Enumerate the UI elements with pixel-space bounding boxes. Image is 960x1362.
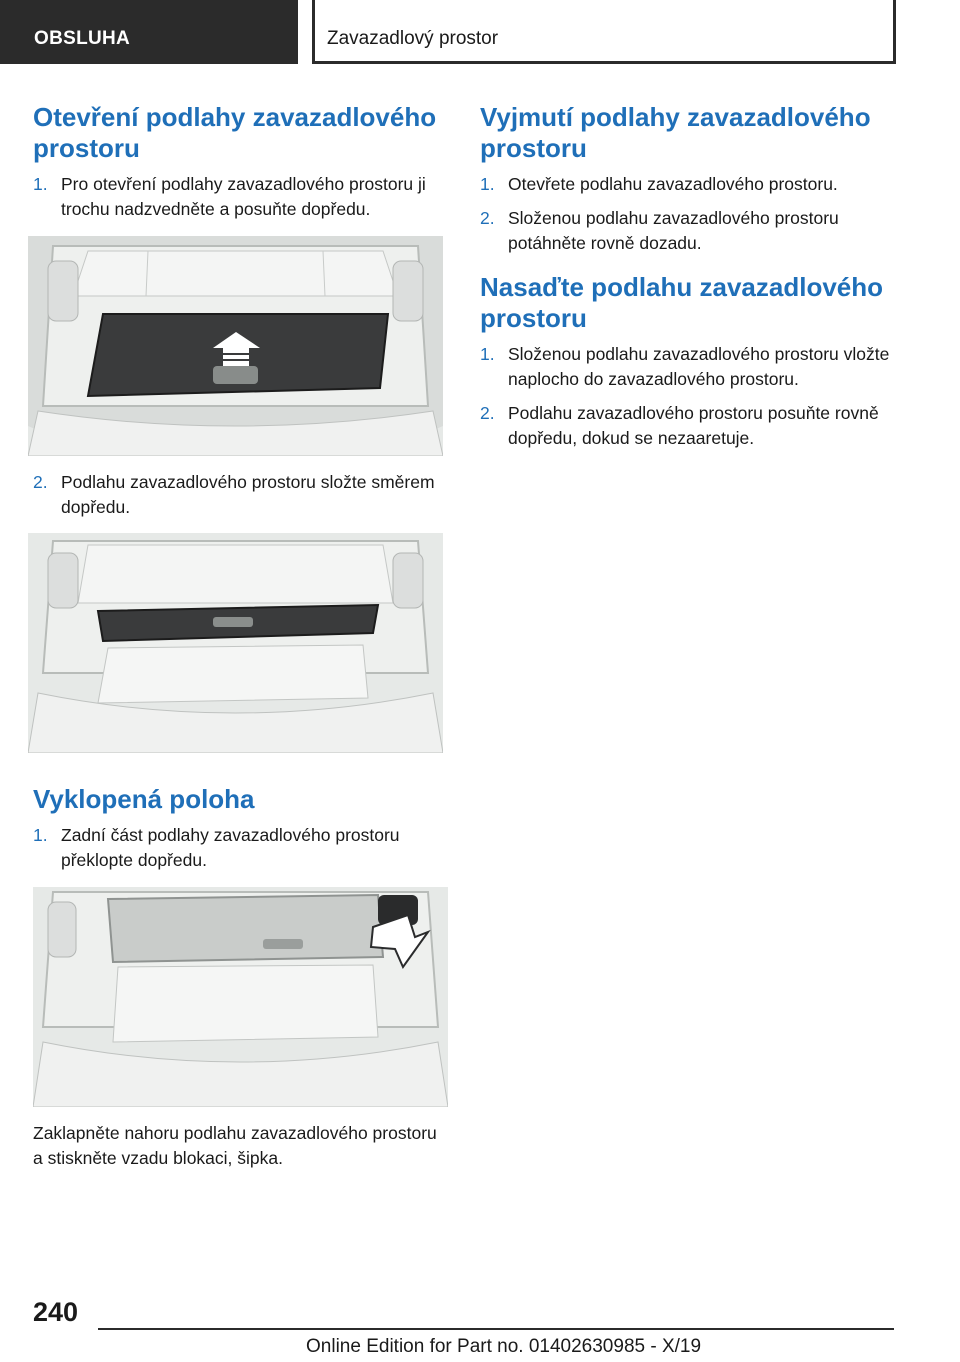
step-item — [480, 342, 892, 392]
step-item — [33, 172, 445, 222]
section-tab — [0, 0, 298, 64]
step-text: Pro otevření podlahy zavazadlového prostoru ji trochu nadzvedněte a posuňte dopředu. — [61, 174, 426, 219]
step-item — [480, 172, 892, 197]
step-item — [480, 401, 892, 451]
heading-tilted-position: Vyklopená poloha — [33, 784, 255, 814]
footer-divider — [98, 1328, 894, 1330]
left-note-block — [33, 1121, 445, 1171]
left-column-section2 — [33, 784, 445, 882]
step-text: Podlahu zavazadlového prostoru posuňte rovně dopředu, dokud se nezaaretuje. — [508, 403, 879, 448]
figure-floor-lifted — [28, 236, 443, 456]
figure-floor-folded — [28, 533, 443, 753]
heading-insert-floor: Nasaďte podlahu zavazadlového prostoru — [480, 272, 884, 333]
step-text: Složenou podlahu zavazadlového prostoru potáhněte rovně dozadu. — [508, 208, 839, 253]
note-paragraph: Zaklapněte nahoru podlahu zavazadlového prostoru a stiskněte vzadu blokaci, šipka. — [33, 1123, 437, 1168]
step-number: 2. — [480, 403, 495, 423]
heading-open-floor: Otevření podlahy zavazadlového prostoru — [33, 102, 437, 163]
heading-remove-floor: Vyjmutí podlahy zavazadlového prostoru — [480, 102, 871, 163]
section-label: OBSLUHA — [34, 28, 131, 49]
step-text: Otevřete podlahu zavazadlového prostoru. — [508, 174, 838, 194]
step-number: 1. — [33, 174, 48, 194]
step-text: Podlahu zavazadlového prostoru složte směrem dopředu. — [61, 472, 435, 517]
topic-header — [312, 0, 896, 64]
right-column — [480, 102, 892, 460]
step-text: Zadní část podlahy zavazadlového prostoru překlopte dopředu. — [61, 825, 400, 870]
page-number: 240 — [33, 1297, 79, 1327]
step-text: Složenou podlahu zavazadlového prostoru vložte naplocho do zavazadlového prostoru. — [508, 344, 890, 389]
step-number: 1. — [480, 344, 495, 364]
step-number: 1. — [33, 825, 48, 845]
left-column — [33, 102, 445, 231]
footer-edition: Online Edition for Part no. 01402630985 - X/19 — [306, 1336, 702, 1357]
step-number: 2. — [33, 472, 48, 492]
step-number: 2. — [480, 208, 495, 228]
step-item — [33, 470, 445, 520]
topic-label: Zavazadlový prostor — [327, 28, 499, 49]
step-item — [33, 823, 445, 873]
left-column-step2 — [33, 470, 445, 529]
step-number: 1. — [480, 174, 495, 194]
step-item — [480, 206, 892, 256]
figure-floor-raised — [33, 887, 448, 1107]
